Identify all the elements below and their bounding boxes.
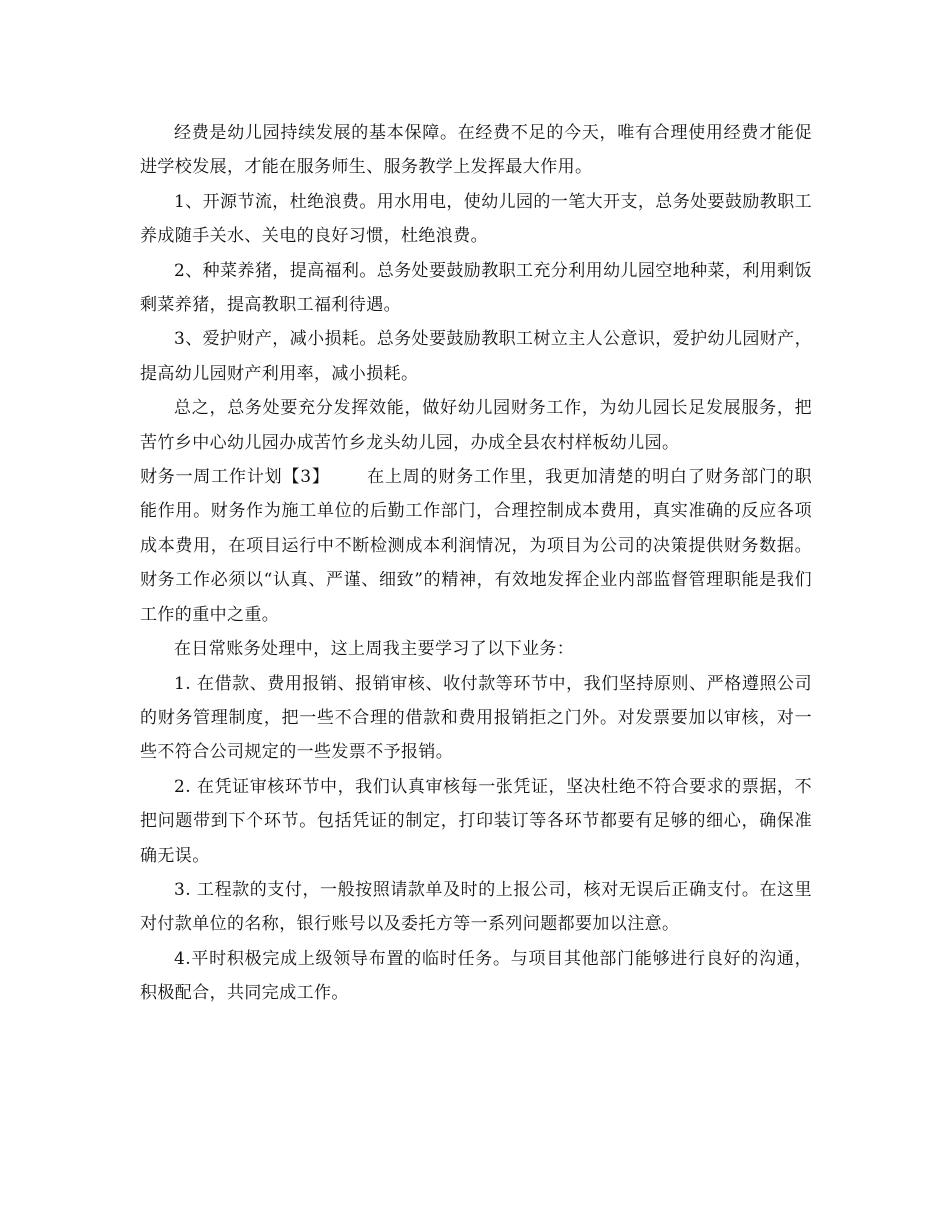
paragraph-summary: 总之，总务处要充分发挥效能，做好幼儿园财务工作，为幼儿园长足发展服务，把苦竹乡中心幼儿园办成苦竹乡龙头幼儿园，办成全县农村样板幼儿园。 [140,398,812,453]
document-body [140,116,812,1011]
paragraph-task-4: 4.平时积极完成上级领导布置的临时任务。与项目其他部门能够进行良好的沟通，积极配合，共同完成工作。 [140,948,812,1004]
paragraph-item-2: 2、种菜养猪，提高福利。总务处要鼓励教职工充分利用幼儿园空地种菜，利用剩饭剩菜养猪，提高教职工福利待遇。 [140,260,812,316]
paragraph-item-1: 1、开源节流，杜绝浪费。用水用电，使幼儿园的一笔大开支，总务处要鼓励教职工养成随手关水、关电的良好习惯，杜绝浪费。 [140,191,812,247]
section-intro: 在上周的财务工作里，我更加清楚的明白了财务部门的职能作用。财务作为施工单位的后勤工作部门，合理控制成本费用，真实准确的反应各项成本费用，在项目运行中不断检测成本利润情况，为项目为公司的决策提供财务数据。财务工作必须以“认真、严谨、细致”的精神，有效地发挥企业内部监督管理职能是我们工作的重中之重。 [140,467,813,625]
paragraph-daily-work: 在日常账务处理中，这上周我主要学习了以下业务： [174,639,575,660]
section-paragraph [140,460,812,632]
paragraph-task-1: 1. 在借款、费用报销、报销审核、收付款等环节中，我们坚持原则、严格遵照公司的财务管理制度，把一些不合理的借款和费用报销拒之门外。对发票要加以审核，对一些不符合公司规定的一些发票不予报销。 [140,673,812,763]
paragraph-item-3: 3、爱护财产，减小损耗。总务处要鼓励教职工树立主人公意识，爱护幼儿园财产，提高幼儿园财产利用率，减小损耗。 [140,329,812,384]
paragraph-task-2: 2. 在凭证审核环节中，我们认真审核每一张凭证，坚决杜绝不符合要求的票据，不把问题带到下个环节。包括凭证的制定，打印装订等各环节都要有足够的细心，确保准确无误。 [140,776,812,866]
section-title: 财务一周工作计划【3】 [140,467,330,488]
paragraph-task-3: 3. 工程款的支付，一般按照请款单及时的上报公司，核对无误后正确支付。在这里对付款单位的名称，银行账号以及委托方等一系列问题都要加以注意。 [140,879,812,935]
paragraph-intro: 经费是幼儿园持续发展的基本保障。在经费不足的今天，唯有合理使用经费才能促进学校发展，才能在服务师生、服务教学上发挥最大作用。 [140,123,812,178]
